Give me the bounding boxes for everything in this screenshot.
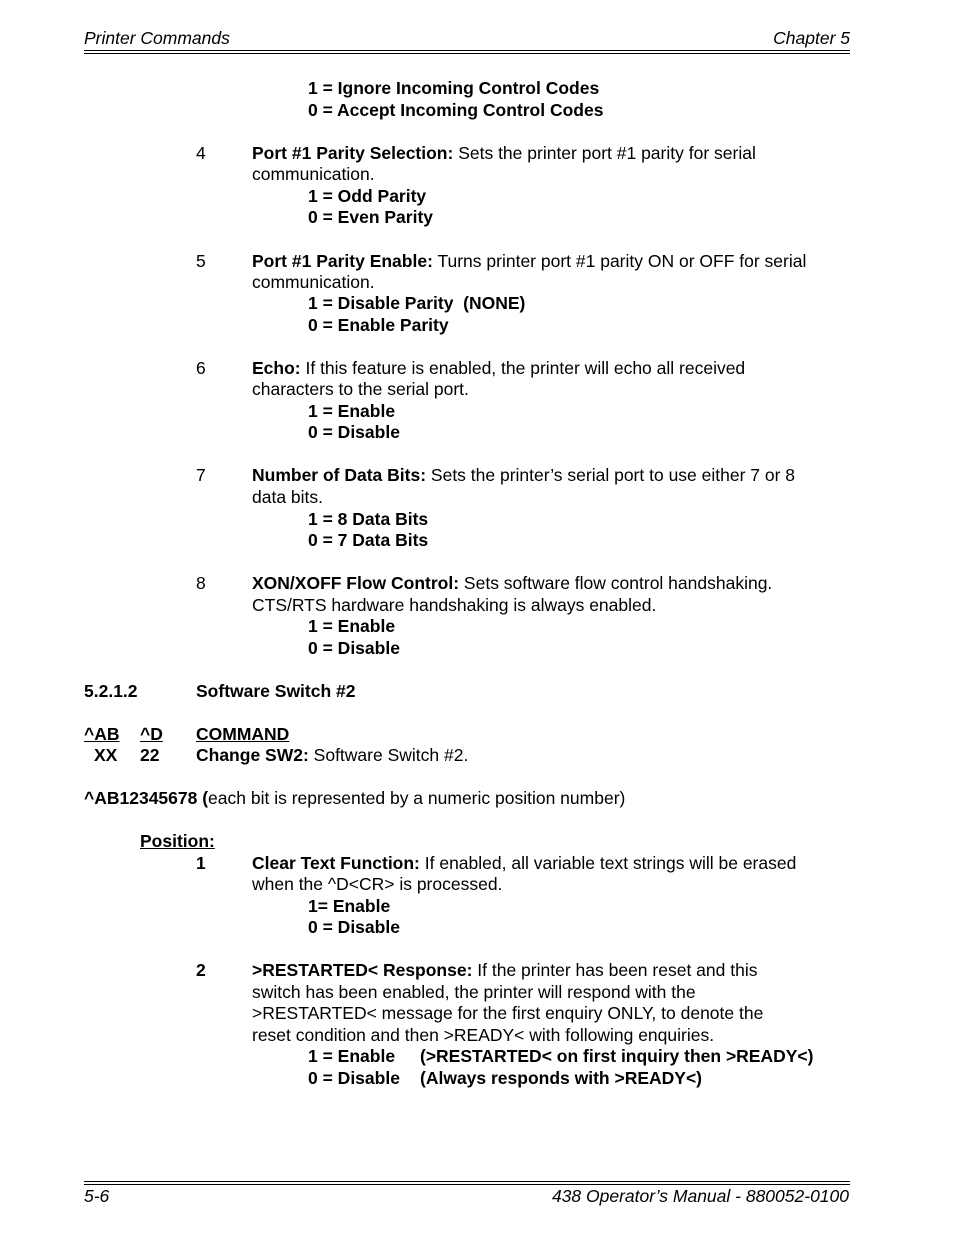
option-line: 0 = Enable Parity <box>308 315 449 335</box>
option-line: 0 = Even Parity <box>308 207 434 227</box>
option-line: 0 = Disable <box>308 1068 400 1088</box>
item-desc: If this feature is enabled, the printer will echo all received <box>300 358 746 378</box>
footer-right: 438 Operator’s Manual - 880052-0100 <box>551 1186 849 1206</box>
item-description <box>252 853 796 874</box>
section-title: Software Switch #2 <box>196 681 356 701</box>
footer-rule <box>84 1181 850 1182</box>
item-desc-cont: communication. <box>252 272 375 292</box>
item-desc-cont: when the ^D<CR> is processed. <box>252 874 503 894</box>
item-desc-cont: characters to the serial port. <box>252 379 469 399</box>
item-desc: Sets software flow control handshaking. <box>459 573 773 593</box>
header-left: Printer Commands <box>84 28 230 48</box>
option-line: 1= Enable <box>308 896 391 916</box>
item-desc-cont: data bits. <box>252 487 324 507</box>
table-header-ab: ^AB <box>84 724 120 744</box>
option-line: 1 = 8 Data Bits <box>308 509 429 529</box>
option-line: 0 = Accept Incoming Control Codes <box>308 100 604 120</box>
item-desc: Sets the printer’s serial port to use either 7 or 8 <box>426 465 796 485</box>
item-number: 7 <box>196 465 206 485</box>
option-line: 1 = Enable <box>308 616 396 636</box>
item-description <box>252 465 795 486</box>
header-right: Chapter 5 <box>773 28 850 48</box>
format-bold: ^AB12345678 ( <box>84 788 209 808</box>
item-description <box>252 251 806 272</box>
table-cell-ab: XX <box>94 745 118 765</box>
option-line: 0 = Disable <box>308 638 400 658</box>
header-rule-2 <box>84 53 850 54</box>
table-header-command: COMMAND <box>196 724 290 744</box>
item-title: Port #1 Parity Selection: <box>252 143 454 163</box>
option-line: 0 = 7 Data Bits <box>308 530 429 550</box>
item-number: 1 <box>196 853 206 873</box>
option-line: 1 = Enable <box>308 401 396 421</box>
command-name: Change SW2: <box>196 745 309 765</box>
option-line: 0 = Disable <box>308 917 400 937</box>
item-number: 2 <box>196 960 206 980</box>
footer-left: 5-6 <box>84 1186 110 1206</box>
item-title: Port #1 Parity Enable: <box>252 251 433 271</box>
item-desc: Sets the printer port #1 parity for serial <box>453 143 756 163</box>
command-desc: Software Switch #2. <box>308 745 469 765</box>
item-description <box>252 358 745 379</box>
position-label: Position: <box>140 831 215 851</box>
format-rest: each bit is represented by a numeric position number) <box>208 788 626 808</box>
item-desc-cont: reset condition and then >READY< with following enquiries. <box>252 1025 715 1045</box>
item-number: 6 <box>196 358 206 378</box>
item-number: 8 <box>196 573 206 593</box>
item-title: Number of Data Bits: <box>252 465 427 485</box>
item-desc-cont: CTS/RTS hardware handshaking is always enabled. <box>252 595 657 615</box>
option-note: (Always responds with >READY<) <box>420 1068 703 1088</box>
item-desc: Turns printer port #1 parity ON or OFF for serial <box>432 251 807 271</box>
footer-rule-2 <box>84 1184 850 1185</box>
table-cell-d: 22 <box>140 745 160 765</box>
header-rule <box>84 50 850 51</box>
item-title: XON/XOFF Flow Control: <box>252 573 460 593</box>
item-description <box>252 143 756 164</box>
item-desc-cont: >RESTARTED< message for the first enquiry ONLY, to denote the <box>252 1003 764 1023</box>
table-cell-command <box>196 745 468 766</box>
table-header-d: ^D <box>140 724 163 744</box>
format-line <box>84 788 625 809</box>
item-title: Clear Text Function: <box>252 853 420 873</box>
option-line: 1 = Ignore Incoming Control Codes <box>308 78 600 98</box>
option-line: 1 = Disable Parity (NONE) <box>308 293 526 313</box>
option-note: (>RESTARTED< on first inquiry then >READY<) <box>420 1046 814 1066</box>
item-desc-cont: communication. <box>252 164 375 184</box>
item-desc: If enabled, all variable text strings will be erased <box>419 853 797 873</box>
item-description <box>252 960 757 981</box>
item-title: Echo: <box>252 358 301 378</box>
option-line: 0 = Disable <box>308 422 400 442</box>
option-line: 1 = Enable <box>308 1046 396 1066</box>
item-description <box>252 573 772 594</box>
item-desc: If the printer has been reset and this <box>472 960 758 980</box>
item-number: 4 <box>196 143 206 163</box>
section-number: 5.2.1.2 <box>84 681 138 701</box>
item-title: >RESTARTED< Response: <box>252 960 473 980</box>
option-line: 1 = Odd Parity <box>308 186 427 206</box>
item-number: 5 <box>196 251 206 271</box>
item-desc-cont: switch has been enabled, the printer will respond with the <box>252 982 696 1002</box>
